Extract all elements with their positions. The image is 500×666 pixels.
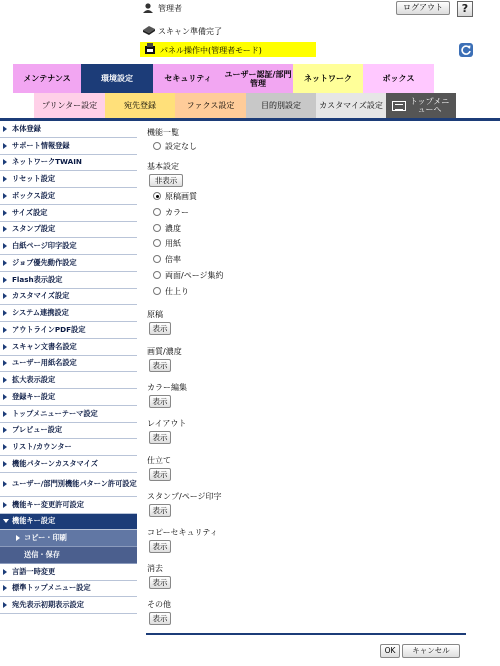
tab-address-registration[interactable] [105, 93, 175, 118]
sidebar-item-label: 登録キー設定 [12, 391, 56, 401]
tab-customize-settings[interactable] [316, 93, 386, 118]
radio-label: 両面/ページ集約 [165, 270, 224, 280]
option-density[interactable] [153, 222, 181, 234]
arrow-icon [3, 277, 7, 283]
tab-fax-settings[interactable] [175, 93, 246, 118]
tab-label: メンテナンス [23, 74, 71, 83]
sidebar-item-support-info[interactable] [0, 138, 137, 155]
panel-icon [144, 43, 156, 55]
sidebar-item-label: スタンプ設定 [12, 224, 56, 234]
show-button-color-edit[interactable]: 表示 [149, 395, 171, 408]
option-finishing[interactable] [153, 285, 189, 297]
section-title-finishing: 仕立て [147, 456, 171, 465]
section-title-original: 原稿 [147, 310, 163, 319]
arrow-icon [3, 377, 7, 383]
sidebar-item-label: リセット設定 [12, 174, 56, 184]
sidebar-item-label: ジョブ優先動作設定 [12, 257, 77, 267]
no-setting-radio[interactable] [153, 140, 197, 152]
tab-environment-settings[interactable] [81, 64, 153, 93]
sidebar-item-blank-page-print[interactable] [0, 238, 137, 255]
option-color[interactable] [153, 206, 189, 218]
arrow-icon [3, 585, 7, 591]
refresh-button[interactable] [459, 43, 473, 57]
sidebar-item-user-function-permission[interactable] [0, 473, 137, 497]
status-text: スキャン準備完了 [158, 27, 222, 36]
tab-label: 環境設定 [101, 74, 133, 83]
option-paper[interactable] [153, 237, 181, 249]
sidebar-item-label: 本体登録 [12, 123, 41, 133]
sidebar-item-label: カスタマイズ設定 [12, 291, 70, 301]
sidebar-item-label: スキャン文書名設定 [12, 341, 77, 351]
tab-printer-settings[interactable] [34, 93, 105, 118]
radio-icon [153, 224, 161, 232]
sidebar-item-reset-settings[interactable] [0, 171, 137, 188]
arrow-icon [3, 569, 7, 575]
expanded-arrow-icon [3, 519, 9, 523]
sidebar-item-stamp-settings[interactable] [0, 222, 137, 239]
sidebar [0, 121, 137, 614]
sidebar-item-preview-settings[interactable] [0, 423, 137, 440]
sidebar-item-function-key-permission[interactable] [0, 497, 137, 514]
tab-label: 宛先登録 [124, 100, 156, 110]
sidebar-item-label: 拡大表示設定 [12, 375, 56, 385]
sidebar-item-label: システム連携設定 [12, 308, 69, 318]
tab-label: トップメニューへ [409, 96, 450, 114]
tab-top-menu[interactable] [386, 93, 456, 118]
arrow-icon [3, 210, 7, 216]
sidebar-item-customize-settings[interactable] [0, 289, 137, 306]
arrow-icon [3, 143, 7, 149]
arrow-icon [3, 310, 7, 316]
show-button-layout[interactable]: 表示 [149, 431, 171, 444]
arrow-icon [3, 159, 7, 165]
tab-maintenance[interactable] [13, 64, 81, 93]
sidebar-item-size-settings[interactable] [0, 205, 137, 222]
sidebar-item-label: 標準トップメニュー設定 [12, 583, 91, 593]
user-icon [142, 3, 154, 13]
arrow-icon [3, 427, 7, 433]
arrow-icon [3, 481, 7, 487]
radio-icon [153, 287, 161, 295]
sidebar-item-label: ボックス設定 [12, 190, 56, 200]
sidebar-item-network-twain[interactable] [0, 155, 137, 172]
sidebar-item-register-key[interactable] [0, 389, 137, 406]
sidebar-item-label: リスト/カウンター [12, 442, 72, 452]
section-title-quality-density: 画質/濃度 [147, 347, 182, 356]
scanner-icon [142, 25, 156, 35]
tab-label: プリンター設定 [41, 100, 98, 110]
show-button-original[interactable]: 表示 [149, 322, 171, 335]
sidebar-item-machine-registration[interactable] [0, 121, 137, 138]
option-duplex-combine[interactable] [153, 269, 224, 281]
arrow-icon [3, 461, 7, 467]
section-title-layout: レイアウト [147, 419, 187, 428]
help-button[interactable]: ? [457, 1, 473, 17]
sidebar-item-label: 宛先表示初期表示設定 [12, 600, 84, 610]
arrow-icon [16, 535, 20, 541]
radio-label: 設定なし [165, 141, 197, 151]
tab-network[interactable] [293, 64, 363, 93]
cancel-button[interactable]: キャンセル [402, 644, 460, 658]
header [0, 0, 500, 62]
section-title-stamp: スタンプ/ページ印字 [147, 492, 222, 501]
sidebar-item-outline-pdf[interactable] [0, 322, 137, 339]
sidebar-item-label: 機能キー設定 [12, 516, 56, 526]
arrow-icon [3, 193, 7, 199]
sidebar-item-enlarge-display[interactable] [0, 372, 137, 389]
section-title-other: その他 [147, 600, 171, 609]
radio-icon [153, 142, 161, 150]
footer-divider [146, 633, 466, 635]
hide-button[interactable]: 非表示 [149, 174, 183, 187]
sidebar-item-label: サイズ設定 [12, 207, 48, 217]
show-button-quality-density[interactable]: 表示 [149, 359, 171, 372]
top-menu-icon [392, 101, 406, 111]
sidebar-item-flash-display[interactable] [0, 272, 137, 289]
sidebar-item-label: アウトラインPDF設定 [12, 324, 86, 334]
sidebar-item-label: 機能キー変更許可設定 [12, 499, 84, 509]
sidebar-item-label: 白紙ページ印字設定 [12, 241, 77, 251]
tab-label: セキュリティ [164, 74, 212, 83]
tab-security[interactable] [153, 64, 223, 93]
sidebar-item-top-menu-theme[interactable] [0, 406, 137, 423]
show-button-finishing[interactable]: 表示 [149, 468, 171, 481]
arrow-icon [3, 260, 7, 266]
arrow-icon [3, 502, 7, 508]
sidebar-item-label: サポート情報登録 [12, 140, 70, 150]
sidebar-item-label: ネットワークTWAIN [12, 157, 82, 167]
sidebar-item-label: コピー・印刷 [24, 533, 67, 543]
option-zoom[interactable] [153, 253, 181, 265]
sidebar-item-label: 機能パターンカスタマイズ [12, 458, 98, 468]
admin-mode-bar [140, 42, 316, 57]
sidebar-item-label: 言語一時変更 [12, 566, 56, 576]
arrow-icon [3, 327, 7, 333]
radio-icon [153, 239, 161, 247]
tab-label: ファクス設定 [186, 100, 235, 110]
tab-label: カスタマイズ設定 [319, 100, 383, 110]
sidebar-item-user-paper-name[interactable] [0, 356, 137, 373]
sidebar-item-label: 送信・保存 [24, 549, 60, 559]
radio-label: 原稿画質 [165, 191, 197, 201]
radio-label: 仕上り [165, 286, 189, 296]
tab-label: 目的別設定 [261, 100, 301, 110]
tab-purpose-settings[interactable] [246, 93, 316, 118]
arrow-icon [3, 444, 7, 450]
tab-box[interactable] [363, 64, 434, 93]
arrow-icon [3, 360, 7, 366]
user-name: 管理者 [158, 4, 182, 13]
sidebar-item-system-integration[interactable] [0, 305, 137, 322]
function-list-title: 機能一覧 [147, 128, 179, 137]
radio-checked-icon [153, 192, 161, 200]
sidebar-item-scan-doc-name[interactable] [0, 339, 137, 356]
sidebar-item-function-key-settings[interactable] [0, 514, 137, 531]
tab-label: ボックス [382, 74, 415, 83]
section-title-color-edit: カラー編集 [147, 383, 187, 392]
sidebar-item-label: ユーザー/部門別機能パターン許可設定 [12, 479, 137, 489]
sidebar-item-label: ユーザー用紙名設定 [12, 358, 77, 368]
sidebar-item-address-display-default[interactable] [0, 597, 137, 614]
sidebar-subitem-copy-print[interactable] [0, 530, 137, 547]
radio-icon [153, 208, 161, 216]
option-original-quality[interactable] [153, 190, 197, 202]
radio-icon [153, 271, 161, 279]
sidebar-item-label: トップメニューテーマ設定 [12, 408, 98, 418]
arrow-icon [3, 293, 7, 299]
show-button-erase[interactable]: 表示 [149, 576, 171, 589]
refresh-icon [460, 44, 472, 56]
tab-label: ユーザー認証/部門管理 [224, 69, 292, 88]
sidebar-item-function-pattern[interactable] [0, 456, 137, 473]
arrow-icon [3, 176, 7, 182]
section-title-erase: 消去 [147, 564, 163, 573]
sidebar-item-job-priority[interactable] [0, 255, 137, 272]
sidebar-item-language-temp-change[interactable] [0, 564, 137, 581]
arrow-icon [3, 126, 7, 132]
basic-settings-title: 基本設定 [147, 162, 179, 171]
show-button-copy-security[interactable]: 表示 [149, 540, 171, 553]
sidebar-item-standard-top-menu[interactable] [0, 581, 137, 598]
arrow-icon [3, 411, 7, 417]
arrow-icon [3, 226, 7, 232]
sidebar-item-label: プレビュー設定 [12, 425, 63, 435]
mode-text: パネル操作中(管理者モード) [160, 46, 262, 55]
section-title-copy-security: コピーセキュリティ [147, 528, 218, 537]
radio-label: 用紙 [165, 238, 181, 248]
ok-button[interactable]: OK [380, 644, 400, 658]
show-button-stamp[interactable]: 表示 [149, 504, 171, 517]
logout-button[interactable]: ログアウト [396, 1, 450, 15]
sidebar-subitem-send-save[interactable] [0, 547, 137, 564]
tab-label: ネットワーク [304, 74, 352, 83]
sidebar-item-label: Flash表示設定 [12, 274, 63, 284]
show-button-other[interactable]: 表示 [149, 612, 171, 625]
sidebar-item-box-settings[interactable] [0, 188, 137, 205]
radio-label: カラー [165, 207, 189, 217]
radio-label: 濃度 [165, 223, 181, 233]
radio-label: 倍率 [165, 254, 181, 264]
tab-user-auth[interactable] [223, 64, 293, 93]
arrow-icon [3, 243, 7, 249]
sidebar-item-list-counter[interactable] [0, 439, 137, 456]
radio-icon [153, 255, 161, 263]
arrow-icon [3, 344, 7, 350]
arrow-icon [3, 602, 7, 608]
arrow-icon [3, 394, 7, 400]
